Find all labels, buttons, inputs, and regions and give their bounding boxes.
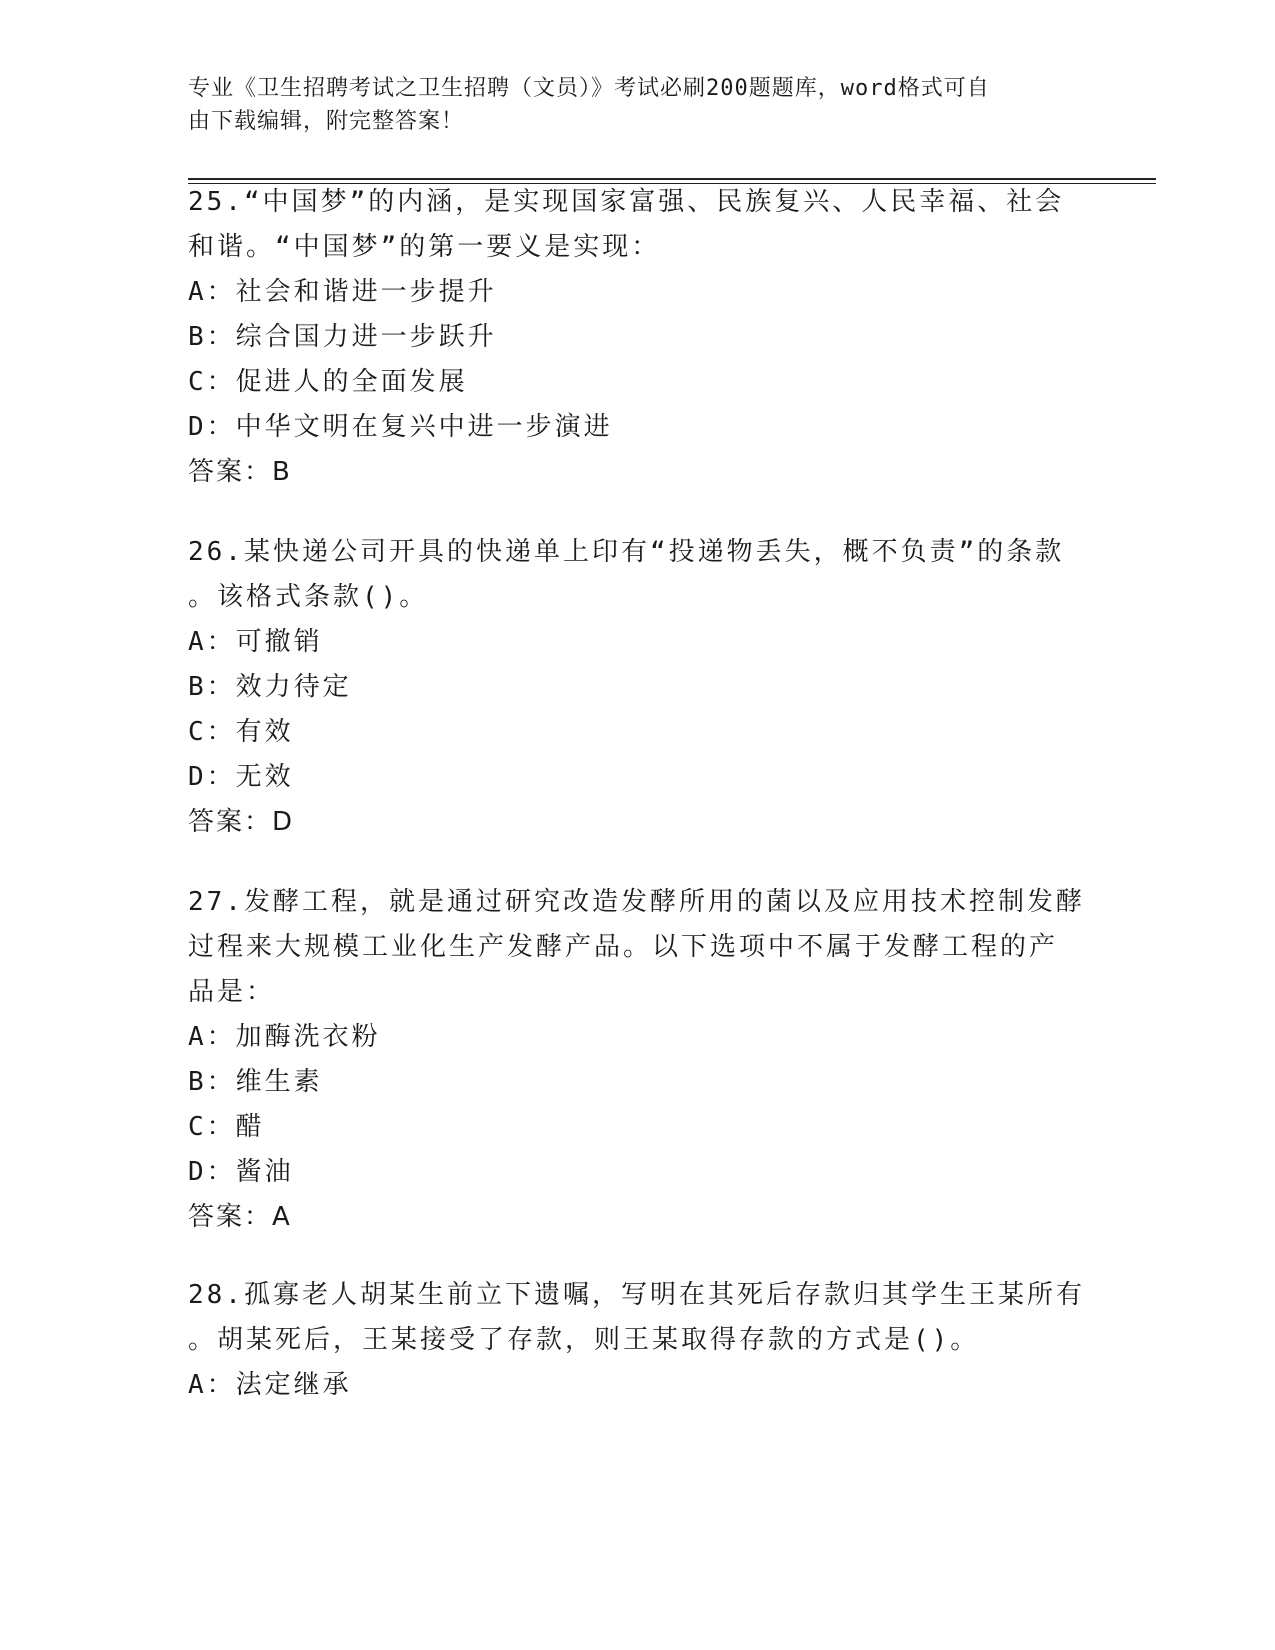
question-26 <box>188 530 1088 845</box>
header-line-2: 由下载编辑，附完整答案！ <box>188 109 465 134</box>
question-stem-line: 。胡某死后，王某接受了存款，则王某取得存款的方式是()。 <box>188 1325 980 1355</box>
option-a: A：社会和谐进一步提升 <box>188 277 497 307</box>
question-stem-line: 26.某快递公司开具的快递单上印有“投递物丢失，概不负责”的条款 <box>188 537 1065 567</box>
question-stem-line: 。该格式条款()。 <box>188 582 429 612</box>
option-a: A：法定继承 <box>188 1370 352 1400</box>
option-c: C：醋 <box>188 1112 265 1142</box>
question-28 <box>188 1273 1088 1408</box>
header-line-1: 专业《卫生招聘考试之卫生招聘（文员）》考试必刷200题题库，word格式可自 <box>188 76 990 101</box>
option-d: D：中华文明在复兴中进一步演进 <box>188 412 613 442</box>
answer: 答案：B <box>188 457 292 487</box>
option-d: D：酱油 <box>188 1157 294 1187</box>
option-a: A：加酶洗衣粉 <box>188 1022 381 1052</box>
option-b: B：综合国力进一步跃升 <box>188 322 497 352</box>
answer: 答案：D <box>188 807 295 837</box>
option-d: D：无效 <box>188 762 294 792</box>
document-header <box>188 72 1088 138</box>
option-b: B：维生素 <box>188 1067 323 1097</box>
question-stem-line: 28.孤寡老人胡某生前立下遗嘱，写明在其死后存款归其学生王某所有 <box>188 1280 1085 1310</box>
question-stem-line: 和谐。“中国梦”的第一要义是实现： <box>188 232 661 262</box>
option-c: C：促进人的全面发展 <box>188 367 468 397</box>
question-25 <box>188 180 1088 495</box>
option-c: C：有效 <box>188 717 294 747</box>
option-a: A：可撤销 <box>188 627 323 657</box>
question-stem-line: 27.发酵工程，就是通过研究改造发酵所用的菌以及应用技术控制发酵 <box>188 887 1085 917</box>
question-stem-line: 过程来大规模工业化生产发酵产品。以下选项中不属于发酵工程的产 <box>188 932 1059 962</box>
question-stem-line: 品是： <box>188 977 276 1007</box>
option-b: B：效力待定 <box>188 672 352 702</box>
question-stem-line: 25.“中国梦”的内涵，是实现国家富强、民族复兴、人民幸福、社会 <box>188 187 1065 217</box>
question-27 <box>188 880 1088 1240</box>
answer: 答案：A <box>188 1202 292 1232</box>
